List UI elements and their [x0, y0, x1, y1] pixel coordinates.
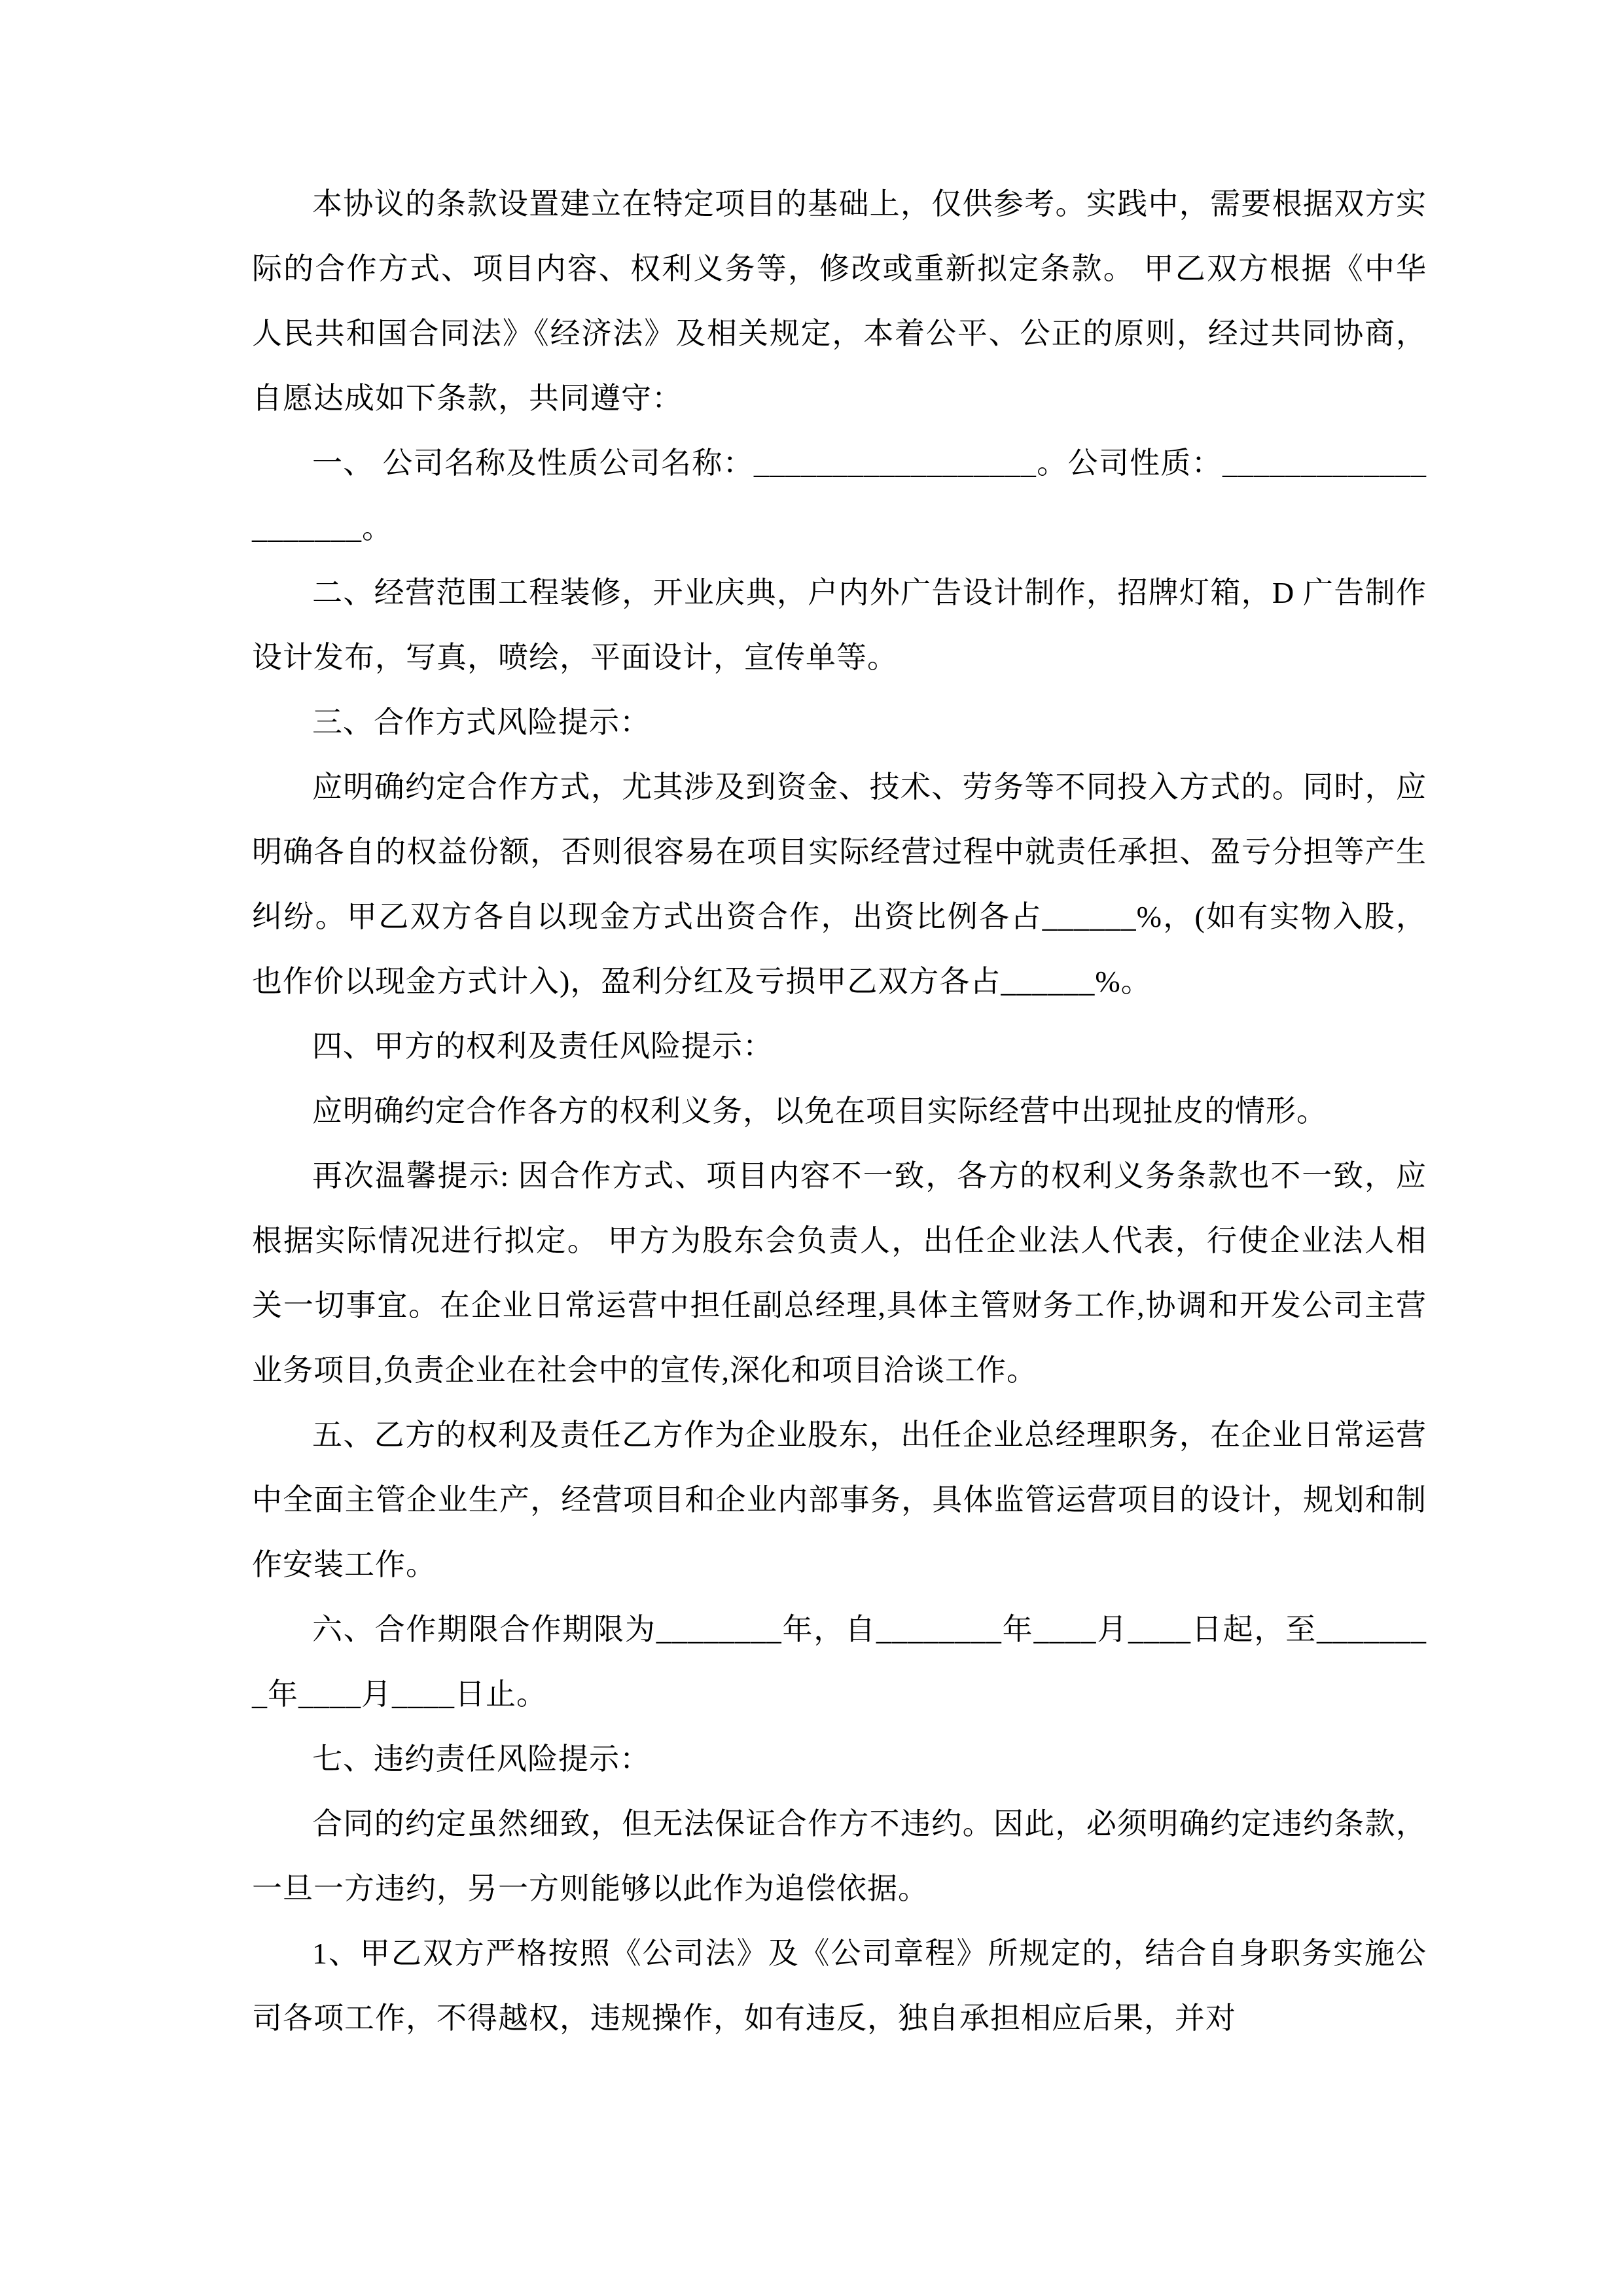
paragraph-clause-4-detail: 再次温馨提示: 因合作方式、项目内容不一致，各方的权利义务条款也不一致，应根据实际情况进行拟定。 甲方为股东会负责人，出任企业法人代表，行使企业法人相关一切事宜。在企业日常运营中担任副总经理,具体主管财务工作,协调和开发公司主营业务项目,负责企业在社会中的宣传,深化和项目洽谈工作。	[252, 1159, 1427, 1387]
paragraph-clause-3-risk-note: 应明确约定合作方式，尤其涉及到资金、技术、劳务等不同投入方式的。同时，应明确各自的权益份额，否则很容易在项目实际经营过程中就责任承担、盈亏分担等产生纠纷。甲乙双方各自以现金方式出资合作，出资比例各占______%，(如有实物入股，也作价以现金方式计入)，盈利分红及亏损甲乙双方各占______%。	[252, 770, 1427, 998]
paragraph-clause-3-heading: 三、合作方式风险提示：	[312, 706, 651, 739]
paragraph-clause-2-business-scope: 二、经营范围工程装修，开业庆典，户内外广告设计制作，招牌灯箱，D 广告制作设计发布，写真，喷绘，平面设计，宣传单等。	[252, 576, 1427, 674]
paragraph-clause-1-company-name: 一、 公司名称及性质公司名称：__________________。公司性质：____________________。	[252, 446, 1427, 545]
paragraph-clause-4-risk-note: 应明确约定合作各方的权利义务，以免在项目实际经营中出现扯皮的情形。	[312, 1094, 1327, 1128]
paragraph-clause-7-item-1: 1、甲乙双方严格按照《公司法》及《公司章程》所规定的，结合自身职务实施公司各项工作，不得越权，违规操作，如有违反，独自承担相应后果，并对	[252, 1937, 1427, 2035]
paragraph-clause-7-risk-note: 合同的约定虽然细致，但无法保证合作方不违约。因此，必须明确约定违约条款，一旦一方违约，另一方则能够以此作为追偿依据。	[252, 1807, 1427, 1905]
paragraph-clause-6-term: 六、合作期限合作期限为________年，自________年____月____日起，至________年____月____日止。	[252, 1613, 1427, 1711]
paragraph-clause-5-party-b: 五、乙方的权利及责任乙方作为企业股东，出任企业总经理职务，在企业日常运营中全面主管企业生产，经营项目和企业内部事务，具体监管运营项目的设计，规划和制作安装工作。	[252, 1418, 1427, 1581]
document-body	[252, 171, 1427, 2051]
paragraph-clause-4-heading: 四、甲方的权利及责任风险提示：	[312, 1030, 774, 1063]
paragraph-intro: 本协议的条款设置建立在特定项目的基础上，仅供参考。实践中，需要根据双方实际的合作方式、项目内容、权利义务等，修改或重新拟定条款。 甲乙双方根据《中华人民共和国合同法》《经济法》及相关规定，本着公平、公正的原则，经过共同协商，自愿达成如下条款，共同遵守：	[252, 187, 1427, 415]
paragraph-clause-7-heading: 七、违约责任风险提示：	[312, 1742, 651, 1776]
